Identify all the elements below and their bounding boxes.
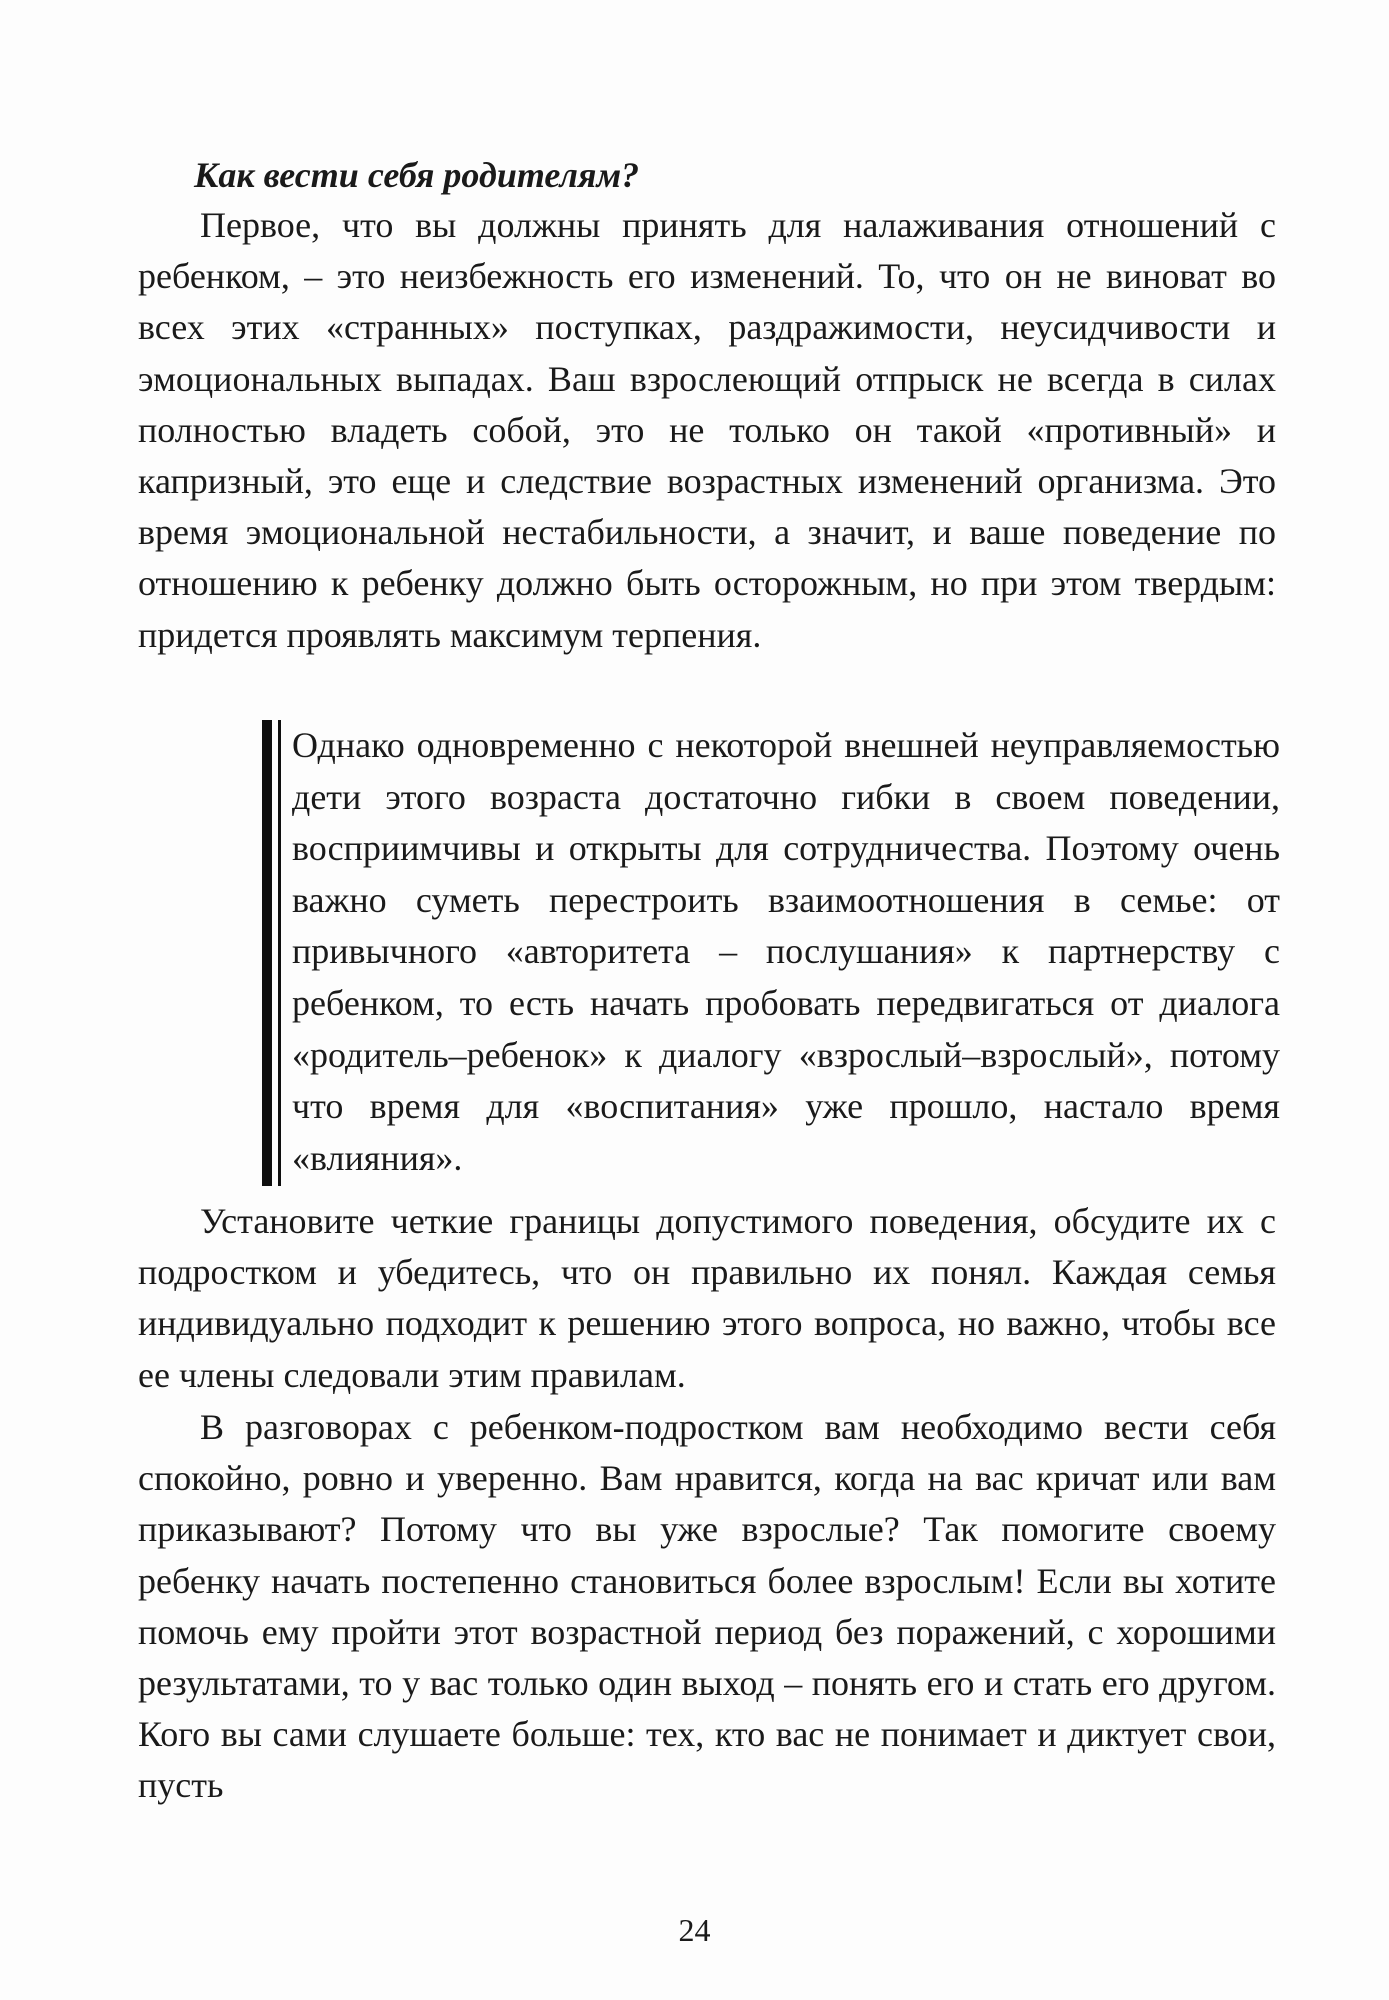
paragraph-3-text: В разговорах с ребенком-подростком вам необходимо вести себя спокойно, ровно и уверенно. Вам нравится, когда на вас кричат или вам приказывают? Потому что вы уже взрослые? Так помогите своему ребенку начать постепенно становиться более взрослым! Если вы хотите помочь ему пройти этот возрастной период без поражений, с хорошими результатами, то у вас только один выход – понять его и стать его другом. Кого вы сами слушаете больше: тех, кто вас не понимает и диктует свои, пусть: [138, 1407, 1276, 1806]
page-number: 24: [678, 1912, 711, 1948]
sidebar-thin-rule: [278, 720, 281, 1186]
paragraph-3: [138, 1402, 1276, 1812]
highlighted-sidebar: [262, 720, 1282, 1186]
sidebar-thick-rule: [262, 720, 272, 1186]
paragraph-1-text: Первое, что вы должны принять для налаживания отношений с ребенком, – это неизбежность его изменений. То, что он не виноват во всех этих «странных» поступках, раздражимости, неусидчивости и эмоциональных выпадах. Ваш взрослеющий отпрыск не всегда в силах полностью владеть собой, это не только он такой «противный» и капризный, это еще и следствие возрастных изменений организма. Это время эмоциональной нестабильности, а значит, и ваше поведение по отношению к ребенку должно быть осторожным, но при этом твердым: придется проявлять максимум терпения.: [138, 205, 1276, 655]
paragraph-2: [138, 1196, 1276, 1401]
section-heading: Как вести себя родителям?: [194, 155, 640, 195]
paragraph-2-text: Установите четкие границы допустимого поведения, обсудите их с подростком и убедитесь, что он правильно их понял. Каждая семья индивидуально подходит к решению этого вопроса, но важно, чтобы все ее члены следовали этим правилам.: [138, 1201, 1276, 1395]
sidebar-text: Однако одновременно с некоторой внешней неуправляемостью дети этого возраста достаточно гибки в своем поведении, восприимчивы и открыты для сотрудничества. Поэтому очень важно суметь перестроить взаимоотношения в семье: от привычного «авторитета – послушания» к партнерству с ребенком, то есть начать пробовать передвигаться от диалога «родитель–ребенок» к диалогу «взрослый–взрослый», потому что время для «воспитания» уже прошло, настало время «влияния».: [292, 725, 1280, 1178]
paragraph-1: [138, 200, 1276, 661]
